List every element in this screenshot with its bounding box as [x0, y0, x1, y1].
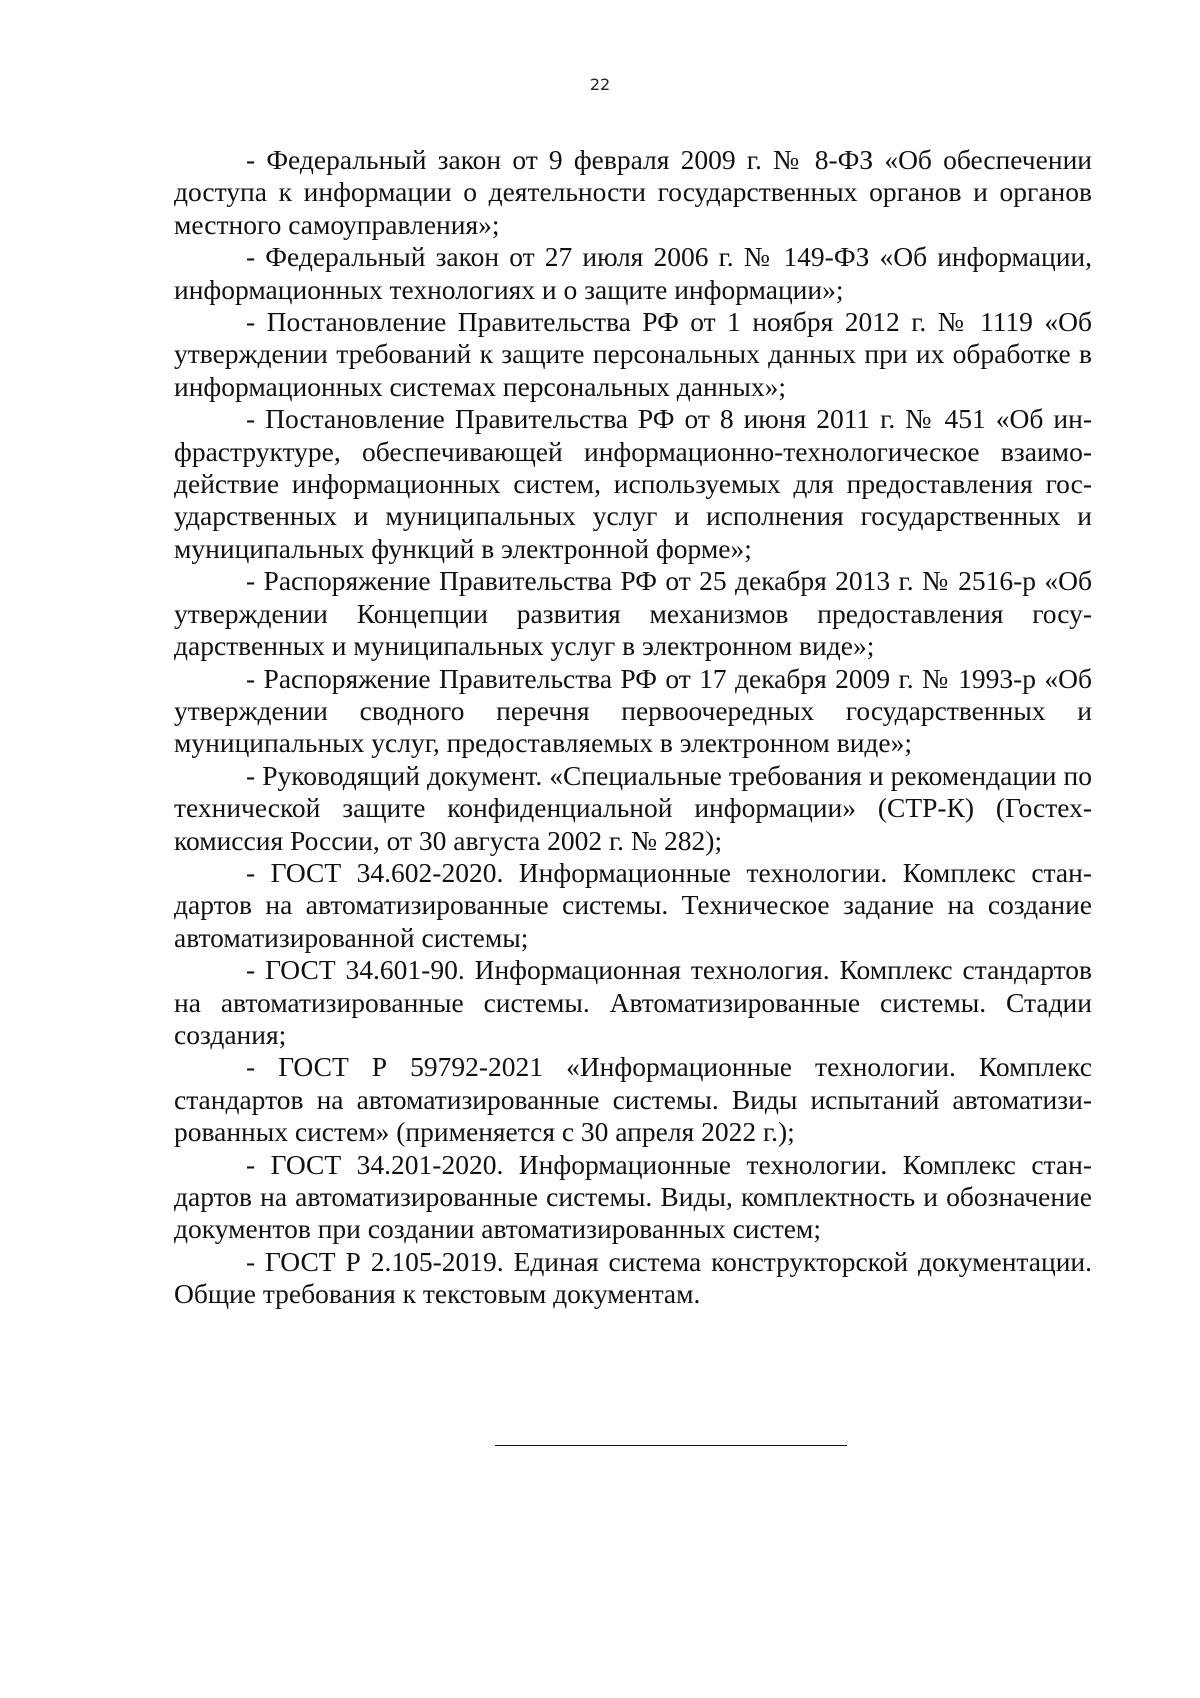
list-item: - Федеральный закон от 9 февраля 2009 г. № 8-ФЗ «Об обеспечении доступа к информации о деятельности государственных органов и органов местного самоуправления»; — [174, 144, 1092, 240]
list-item: - ГОСТ 34.201-2020. Информационные технологии. Комплекс стандартов на автоматизированные системы. Виды, комплектность и обозначение документов при создании автоматизированных систем; — [174, 1148, 1092, 1245]
reference-list — [174, 144, 1092, 1311]
end-rule — [495, 1445, 847, 1446]
list-item: - Распоряжение Правительства РФ от 25 декабря 2013 г. № 2516-р «Об утверждении Концепции развития механизмов предоставления государственных и муниципальных услуг в электронном виде»; — [174, 565, 1092, 662]
list-item: - Федеральный закон от 27 июля 2006 г. № 149-ФЗ «Об информации, информационных технологиях и о защите информации»; — [174, 241, 1092, 305]
page-number: 22 — [589, 75, 611, 94]
list-item: - ГОСТ 34.601-90. Информационная технология. Комплекс стандартов на автоматизированные системы. Автоматизированные системы. Стадии создания; — [174, 954, 1092, 1050]
list-item: - Постановление Правительства РФ от 1 ноября 2012 г. № 1119 «Об утверждении требований к защите персональных данных при их обработке в информационных системах персональных данных»; — [174, 306, 1092, 402]
list-item: - ГОСТ 34.602-2020. Информационные технологии. Комплекс стандартов на автоматизированные системы. Техническое задание на создание автоматизированной системы; — [174, 856, 1092, 953]
list-item: - Руководящий документ. «Специальные требования и рекомендации по технической защите конфиденциальной информации» (СТР-К) (Гостехкомиссия России, от 30 августа 2002 г. № 282); — [174, 759, 1092, 856]
list-item: - ГОСТ Р 2.105-2019. Единая система конструкторской документации. Общие требования к текстовым документам. — [174, 1245, 1092, 1310]
list-item: - Распоряжение Правительства РФ от 17 декабря 2009 г. № 1993-р «Об утверждении сводного перечня первоочередных государственных и муниципальных услуг, предоставляемых в электронном виде»; — [174, 662, 1092, 759]
list-item: - ГОСТ Р 59792-2021 «Информационные технологии. Комплекс стандартов на автоматизированные системы. Виды испытаний автоматизированных систем» (применяется с 30 апреля 2022 г.); — [174, 1051, 1092, 1148]
list-item: - Постановление Правительства РФ от 8 июня 2011 г. № 451 «Об инфраструктуре, обеспечивающей информационно-технологическое взаимодействие информационных систем, используемых для предоставления государственных и муниципальных услуг и исполнения государственных и муниципальных функций в электронной форме»; — [174, 403, 1092, 564]
